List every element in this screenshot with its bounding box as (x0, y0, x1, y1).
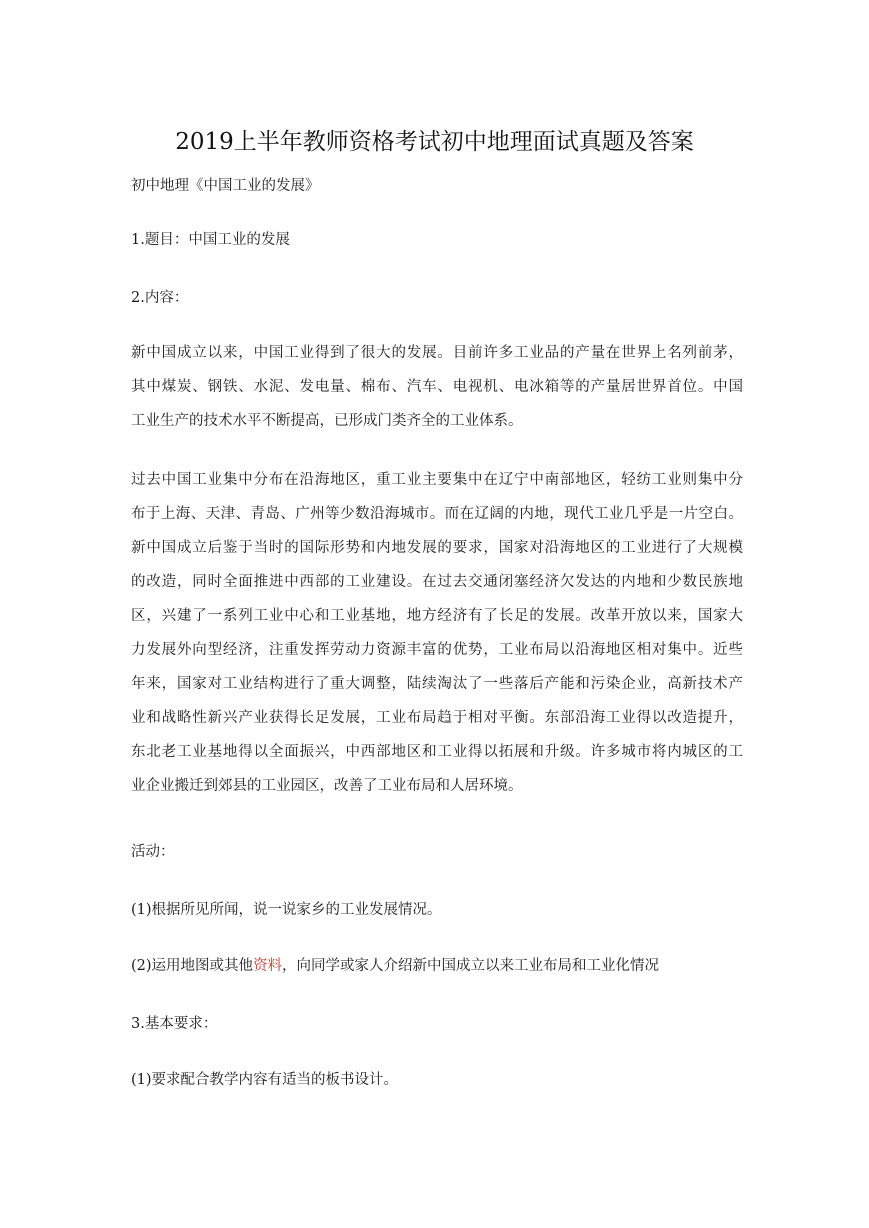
paragraph-line: 业企业搬迁到郊县的工业园区，改善了工业布局和人居环境。 (131, 778, 523, 794)
page-title: 2019上半年教师资格考试初中地理面试真题及答案 (175, 129, 694, 155)
activity-heading: 活动： (131, 844, 175, 860)
paragraph-line: 新中国成立后鉴于当时的国际形势和内地发展的要求，国家对沿海地区的工业进行了大规模 (131, 540, 743, 556)
activity-item-2-text-rest: ，向同学或家人介绍新中国成立以来工业布局和工业化情况 (282, 958, 660, 974)
paragraph-line: 力发展外向型经济，注重发挥劳动力资源丰富的优势，工业布局以沿海地区相对集中。近些 (131, 642, 743, 658)
document-subtitle: 初中地理《中国工业的发展》 (131, 178, 320, 194)
paragraph-line: 区，兴建了一系列工业中心和工业基地，地方经济有了长足的发展。改革开放以来，国家大 (131, 608, 743, 624)
paragraph-line: 的改造，同时全面推进中西部的工业建设。在过去交通闭塞经济欠发达的内地和少数民族地 (131, 574, 743, 590)
content-heading: 2.内容： (131, 290, 189, 306)
materials-link[interactable]: 资料 (253, 958, 283, 974)
paragraph-line: 年来，国家对工业结构进行了重大调整，陆续淘汰了一些落后产能和污染企业，高新技术产 (131, 676, 743, 692)
activity-item-1: (1)根据所见所闻，说一说家乡的工业发展情况。 (131, 902, 442, 918)
paragraph-line: 其中煤炭、钢铁、水泥、发电量、棉布、汽车、电视机、电冰箱等的产量居世界首位。中国 (131, 379, 743, 395)
activity-item-2-text: (2)运用地图或其他 (131, 958, 254, 974)
activity-item-2 (131, 956, 659, 976)
topic-line: 1.题目：中国工业的发展 (131, 232, 290, 248)
requirements-heading: 3.基本要求： (131, 1016, 218, 1032)
paragraph-line: 新中国成立以来，中国工业得到了很大的发展。目前许多工业品的产量在世界上名列前茅， (131, 345, 743, 361)
paragraph-line: 工业生产的技术水平不断提高，已形成门类齐全的工业体系。 (131, 413, 523, 429)
paragraph-line: 东北老工业基地得以全面振兴，中西部地区和工业得以拓展和升级。许多城市将内城区的工 (131, 744, 743, 760)
paragraph-line: 过去中国工业集中分布在沿海地区，重工业主要集中在辽宁中南部地区，轻纺工业则集中分 (131, 472, 743, 488)
paragraph-line: 布于上海、天津、青岛、广州等少数沿海城市。而在辽阔的内地，现代工业几乎是一片空白。 (131, 506, 743, 522)
requirement-item-1: (1)要求配合教学内容有适当的板书设计。 (131, 1072, 399, 1088)
paragraph-line: 业和战略性新兴产业获得长足发展，工业布局趋于相对平衡。东部沿海工业得以改造提升， (131, 710, 743, 726)
